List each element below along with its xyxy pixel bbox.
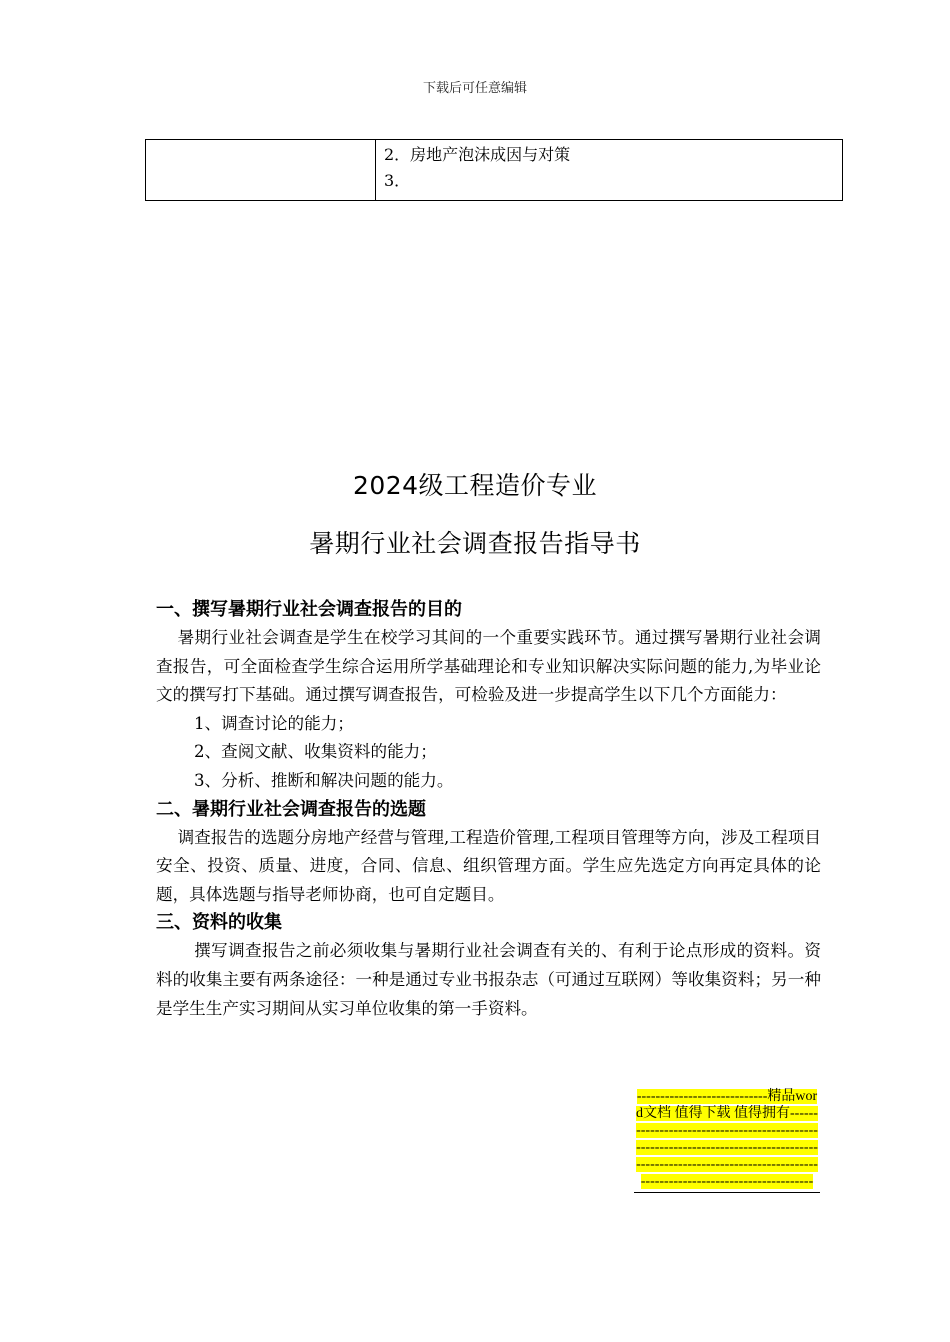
section-paragraph-topic: 调查报告的选题分房地产经营与管理,工程造价管理,工程项目管理等方向，涉及工程项目安全、投资、质量、进度，合同、信息、组织管理方面。学生应先选定方向再定具体的论题，具体选题与指导老师协商，也可自定题目。: [156, 827, 821, 904]
topic-item-3: 3．: [384, 171, 411, 190]
document-title-line1: 2024级工程造价专业: [352, 471, 598, 500]
watermark-stamp-text: ----------------------------精品word文档 值得下载 值得拥有----------------------------------------------------------------------------------------------------------------------------------------------------------------: [636, 1089, 818, 1189]
table-cell-topics: [376, 140, 843, 201]
section-paragraph-materials: 撰写调查报告之前必须收集与暑期行业社会调查有关的、有利于论点形成的资料。资料的收集主要有两条途径：一种是通过专业书报杂志（可通过互联网）等收集资料；另一种是学生生产实习期间从实习单位收集的第一手资料。: [156, 941, 821, 1018]
watermark-stamp: [634, 1088, 820, 1193]
topic-table: [145, 139, 843, 201]
section-heading-purpose: 一、撰写暑期行业社会调查报告的目的: [156, 599, 462, 620]
page-header: 下载后可任意编辑: [422, 81, 527, 96]
section-heading-topic: 二、暑期行业社会调查报告的选题: [156, 798, 426, 820]
topic-item-2: 2．房地产泡沫成因与对策: [384, 145, 571, 164]
list-item: 1、调查讨论的能力；: [194, 713, 354, 733]
list-item: 2、查阅文献、收集资料的能力；: [194, 742, 437, 762]
document-title-line2: 暑期行业社会调查报告指导书: [309, 529, 641, 558]
table-row: [146, 140, 843, 201]
section-paragraph-purpose: 暑期行业社会调查是学生在校学习其间的一个重要实践环节。通过撰写暑期行业社会调查报告，可全面检查学生综合运用所学基础理论和专业知识解决实际问题的能力,为毕业论文的撰写打下基础。通过撰写调查报告，可检验及进一步提高学生以下几个方面能力：: [156, 628, 821, 705]
section-heading-materials: 三、资料的收集: [156, 912, 282, 934]
document-body: [156, 596, 821, 1023]
list-item: 3、分析、推断和解决问题的能力。: [194, 770, 454, 790]
table-cell-empty: [146, 140, 376, 201]
